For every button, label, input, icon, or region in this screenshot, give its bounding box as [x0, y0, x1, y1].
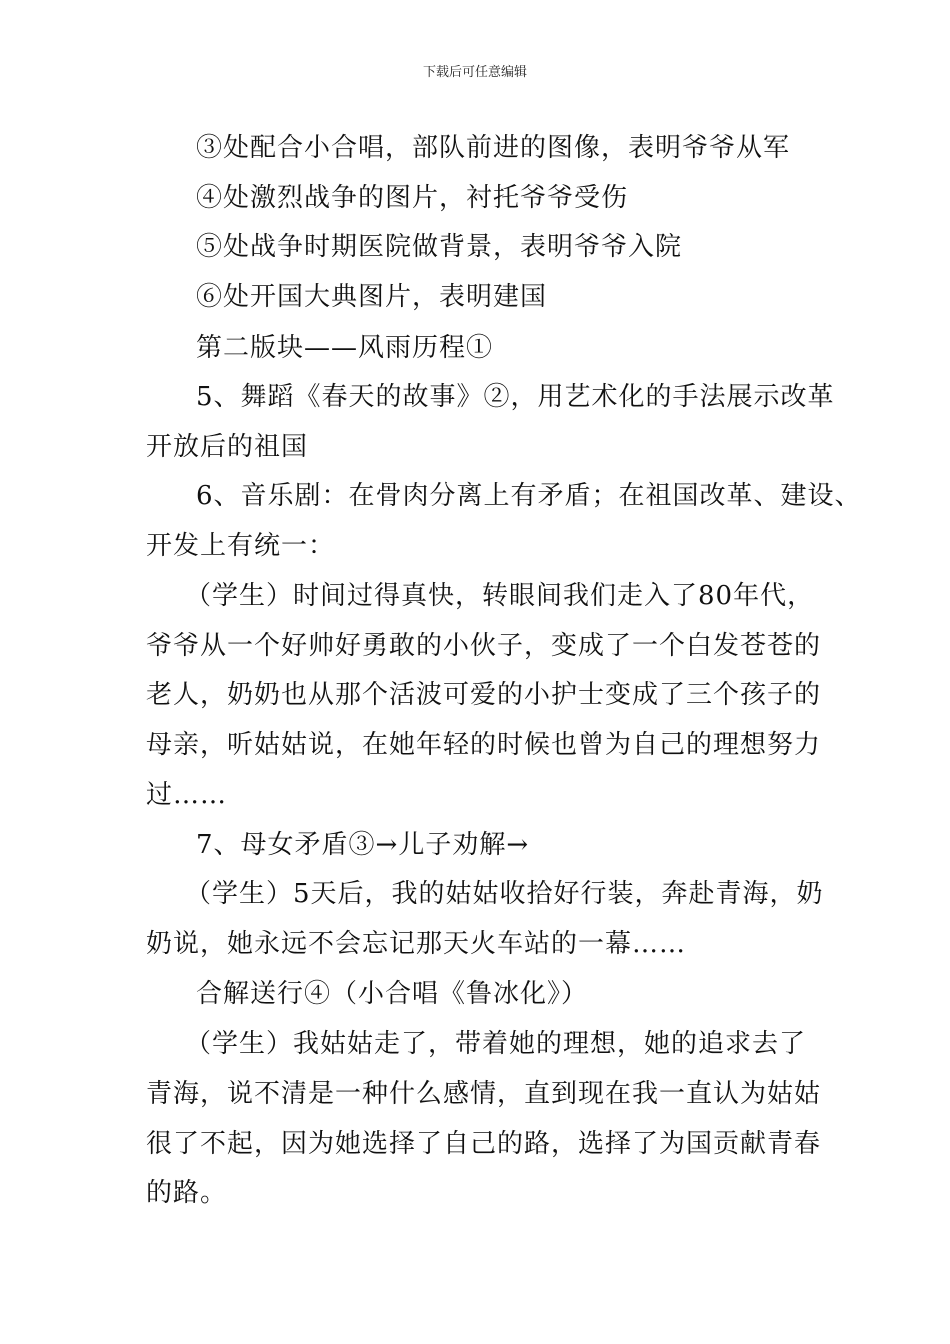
- text-line: 爷爷从一个好帅好勇敢的小伙子，变成了一个白发苍苍的: [146, 631, 822, 661]
- section-heading: 第二版块——风雨历程①: [196, 333, 494, 363]
- text-line: ⑤处战争时期医院做背景，表明爷爷入院: [196, 232, 683, 262]
- text-line: ⑥处开国大典图片，表明建国: [196, 282, 548, 312]
- text-line: （学生）5天后，我的姑姑收拾好行装，奔赴青海，奶: [185, 879, 824, 909]
- text-line: 开放后的祖国: [146, 432, 309, 462]
- text-line: 青海，说不清是一种什么感情，直到现在我一直认为姑姑: [146, 1079, 822, 1109]
- text-line: 6、音乐剧：在骨肉分离上有矛盾；在祖国改革、建设、: [196, 481, 862, 511]
- text-line: ③处配合小合唱，部队前进的图像，表明爷爷从军: [196, 133, 791, 163]
- text-line: 合解送行④（小合唱《鲁冰化》）: [196, 979, 589, 1009]
- text-line: 奶说，她永远不会忘记那天火车站的一幕……: [146, 929, 687, 959]
- text-line: （学生）时间过得真快，转眼间我们走入了80年代，: [185, 581, 815, 611]
- text-line: ④处激烈战争的图片，衬托爷爷受伤: [196, 183, 629, 213]
- text-line: （学生）我姑姑走了，带着她的理想，她的追求去了: [185, 1029, 807, 1059]
- text-line: 过……: [146, 780, 228, 810]
- text-line: 开发上有统一：: [146, 531, 336, 561]
- text-line: 的路。: [146, 1178, 228, 1208]
- text-line: 5、舞蹈《春天的故事》②，用艺术化的手法展示改革: [196, 382, 835, 412]
- text-line: 很了不起，因为她选择了自己的路，选择了为国贡献青春: [146, 1129, 822, 1159]
- text-line: 老人，奶奶也从那个活波可爱的小护士变成了三个孩子的: [146, 680, 822, 710]
- text-line: 7、母女矛盾③→儿子劝解→: [196, 830, 530, 860]
- page-header: 下载后可任意编辑: [422, 65, 527, 80]
- text-line: 母亲，听姑姑说，在她年轻的时候也曾为自己的理想努力: [146, 730, 822, 760]
